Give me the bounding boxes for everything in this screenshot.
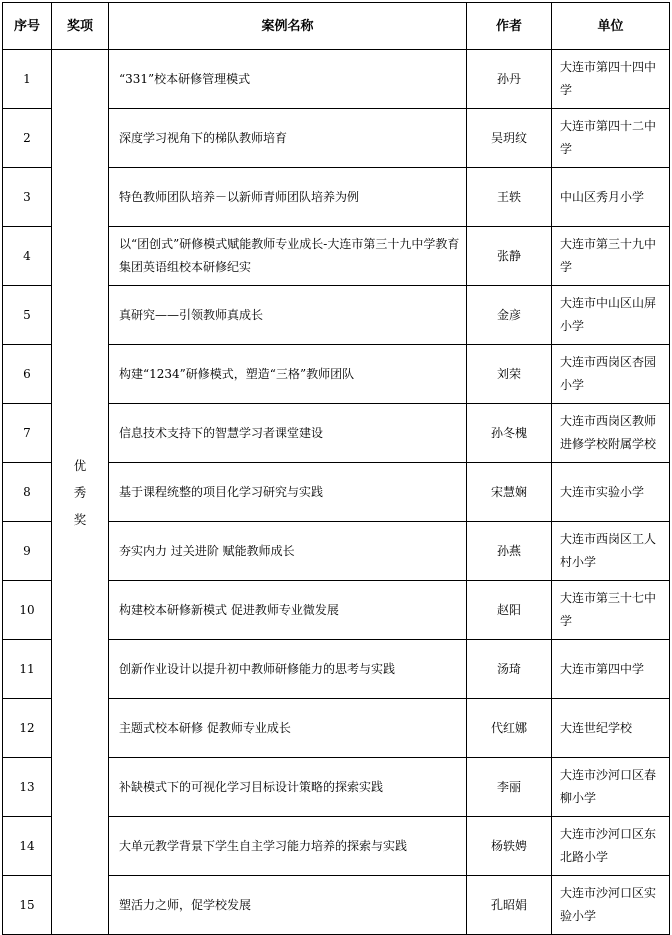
unit-cell-6: 大连市西岗区杏园小学 <box>552 345 670 404</box>
serial-cell-4: 4 <box>3 227 52 286</box>
case-title-cell-9: 夯实内力 过关进阶 赋能教师成长 <box>109 522 467 581</box>
serial-cell-8: 8 <box>3 463 52 522</box>
unit-cell-3: 中山区秀月小学 <box>552 168 670 227</box>
serial-cell-11: 11 <box>3 640 52 699</box>
unit-cell-4: 大连市第三十九中学 <box>552 227 670 286</box>
table-header-row <box>3 3 670 50</box>
case-title-cell-4: 以“团创式”研修模式赋能教师专业成长-大连市第三十九中学教育集团英语组校本研修纪实 <box>109 227 467 286</box>
case-title-cell-11: 创新作业设计以提升初中教师研修能力的思考与实践 <box>109 640 467 699</box>
author-cell-4: 张静 <box>467 227 552 286</box>
author-cell-10: 赵阳 <box>467 581 552 640</box>
unit-cell-13: 大连市沙河口区春柳小学 <box>552 758 670 817</box>
case-title-cell-2: 深度学习视角下的梯队教师培育 <box>109 109 467 168</box>
unit-cell-15: 大连市沙河口区实验小学 <box>552 876 670 935</box>
author-cell-7: 孙冬槐 <box>467 404 552 463</box>
serial-cell-1: 1 <box>3 50 52 109</box>
author-cell-3: 王轶 <box>467 168 552 227</box>
case-title-cell-1: “331”校本研修管理模式 <box>109 50 467 109</box>
serial-cell-7: 7 <box>3 404 52 463</box>
author-cell-9: 孙燕 <box>467 522 552 581</box>
author-cell-6: 刘荣 <box>467 345 552 404</box>
table-row <box>3 50 670 109</box>
serial-cell-2: 2 <box>3 109 52 168</box>
serial-cell-9: 9 <box>3 522 52 581</box>
case-title-cell-3: 特色教师团队培养－以新师青师团队培养为例 <box>109 168 467 227</box>
case-title-cell-7: 信息技术支持下的智慧学习者课堂建设 <box>109 404 467 463</box>
unit-cell-9: 大连市西岗区工人村小学 <box>552 522 670 581</box>
case-title-cell-14: 大单元教学背景下学生自主学习能力培养的探索与实践 <box>109 817 467 876</box>
author-cell-8: 宋慧娴 <box>467 463 552 522</box>
unit-cell-2: 大连市第四十二中学 <box>552 109 670 168</box>
serial-cell-6: 6 <box>3 345 52 404</box>
header-serial: 序号 <box>3 3 52 50</box>
author-cell-2: 吴玥纹 <box>467 109 552 168</box>
serial-cell-13: 13 <box>3 758 52 817</box>
award-results-table <box>2 2 670 935</box>
header-case-title: 案例名称 <box>109 3 467 50</box>
serial-cell-12: 12 <box>3 699 52 758</box>
unit-cell-5: 大连市中山区山屏小学 <box>552 286 670 345</box>
case-title-cell-10: 构建校本研修新模式 促进教师专业微发展 <box>109 581 467 640</box>
header-award: 奖项 <box>52 3 109 50</box>
unit-cell-11: 大连市第四中学 <box>552 640 670 699</box>
author-cell-1: 孙丹 <box>467 50 552 109</box>
serial-cell-10: 10 <box>3 581 52 640</box>
award-label: 优秀奖 <box>73 457 87 527</box>
unit-cell-10: 大连市第三十七中学 <box>552 581 670 640</box>
author-cell-15: 孔昭娟 <box>467 876 552 935</box>
case-title-cell-6: 构建“1234”研修模式，塑造“三格”教师团队 <box>109 345 467 404</box>
author-cell-14: 杨轶娉 <box>467 817 552 876</box>
unit-cell-7: 大连市西岗区教师进修学校附属学校 <box>552 404 670 463</box>
unit-cell-8: 大连市实验小学 <box>552 463 670 522</box>
header-author: 作者 <box>467 3 552 50</box>
author-cell-13: 李丽 <box>467 758 552 817</box>
author-cell-11: 汤琦 <box>467 640 552 699</box>
case-title-cell-12: 主题式校本研修 促教师专业成长 <box>109 699 467 758</box>
serial-cell-15: 15 <box>3 876 52 935</box>
serial-cell-5: 5 <box>3 286 52 345</box>
author-cell-5: 金彦 <box>467 286 552 345</box>
serial-cell-3: 3 <box>3 168 52 227</box>
case-title-cell-15: 塑活力之师，促学校发展 <box>109 876 467 935</box>
award-cell <box>52 50 109 935</box>
unit-cell-12: 大连世纪学校 <box>552 699 670 758</box>
case-title-cell-13: 补缺模式下的可视化学习目标设计策略的探索实践 <box>109 758 467 817</box>
case-title-cell-8: 基于课程统整的项目化学习研究与实践 <box>109 463 467 522</box>
serial-cell-14: 14 <box>3 817 52 876</box>
unit-cell-14: 大连市沙河口区东北路小学 <box>552 817 670 876</box>
header-unit: 单位 <box>552 3 670 50</box>
author-cell-12: 代红娜 <box>467 699 552 758</box>
case-title-cell-5: 真研究——引领教师真成长 <box>109 286 467 345</box>
unit-cell-1: 大连市第四十四中学 <box>552 50 670 109</box>
